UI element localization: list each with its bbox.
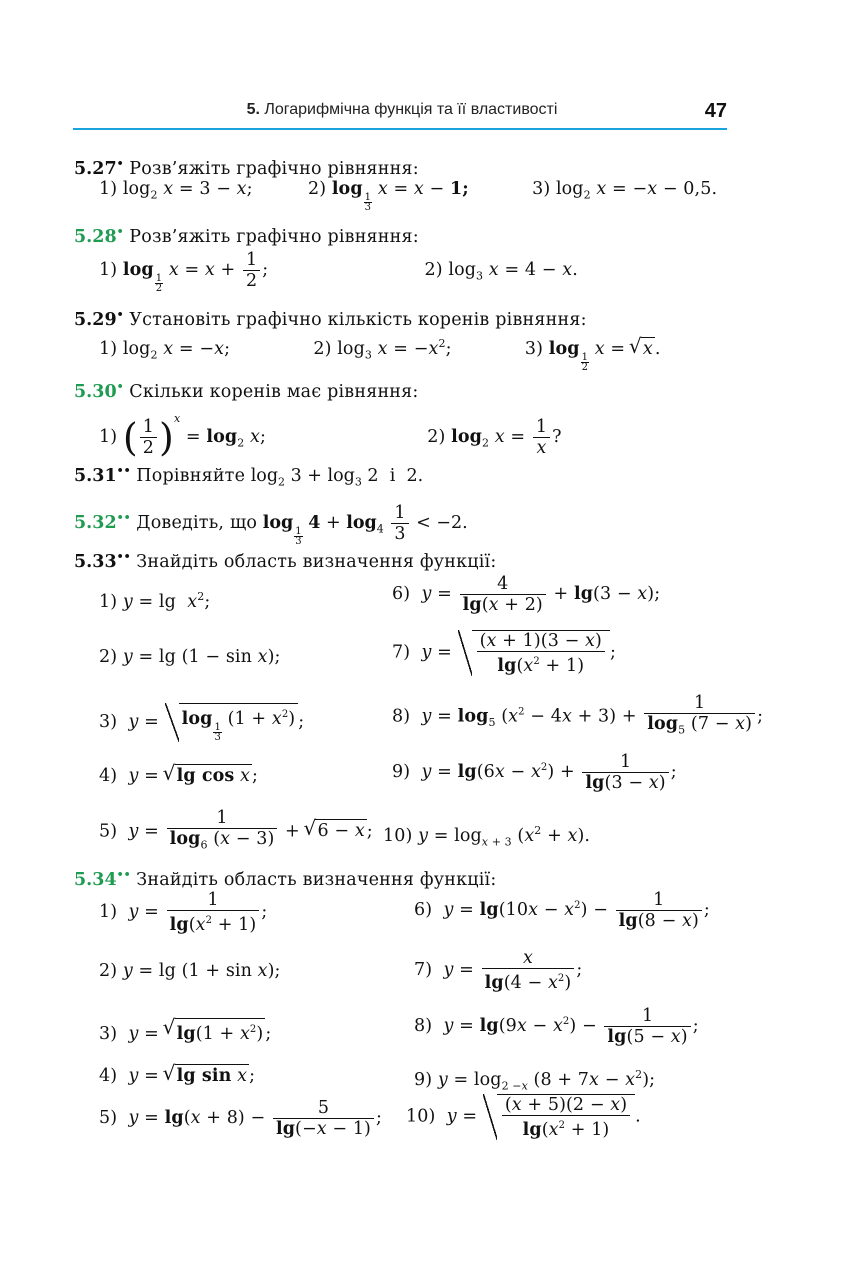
task-5-28-items: 1) log $\frac{1}{2}$ x = x + $\frac{1}{2}$ ; 2) $\log_3 x = 4 - x$. (99, 250, 578, 294)
task-text: Розв’яжіть графічно рівняння: (129, 158, 419, 179)
task-5-34-item-5: 5) y = lg(x + 8) − $\frac{5}{\lg(-x - 1)}$ ; (99, 1098, 382, 1139)
task-5-33-item-10: 10) $y = \log_{x + 3} (x^2 + x)$. (383, 824, 591, 849)
task-5-27-heading: 5.27• Розв’яжіть графічно рівняння: (74, 157, 419, 179)
task-5-34-item-1: 1) y = $\frac{1}{\lg(x^2 + 1)}$ ; (99, 890, 268, 935)
task-5-30-items: 1) ( $\frac{1}{2}$ )$^x = \log_2 x$; 2) $\log_2 x$ = $\frac{1}{x}$ ? (99, 412, 562, 460)
header-rule (73, 128, 727, 130)
task-5-33-item-1: 1) $y = \lg x^2$; (99, 590, 211, 612)
task-5-27-items: 1) $\log_2 x = 3 - x$; 2) log $\frac{1}{3}$ x = x − 1; 3) $\log_2 x = -x - 0,5$. (99, 179, 718, 213)
task-5-30-heading: 5.30• Скільки коренів має рівняння: (74, 380, 419, 402)
task-5-28-heading: 5.28• Розв’яжіть графічно рівняння: (74, 225, 419, 247)
chapter-title: Логарифмічна функція та її властивості (264, 101, 558, 118)
task-5-33-item-5: 5) y = $\frac{1}{\log_6 (x - 3)}$ + √ 6 − x ; (99, 808, 373, 856)
task-number: 5.27 (74, 158, 117, 179)
task-5-34-item-8: 8) $y = \lg(9x - x^2)$ − $\frac{1}{\lg(5 - x)}$ ; (414, 1006, 699, 1047)
task-5-33-item-9: 9) $y = \lg(6x - x^2)$ + $\frac{1}{\lg(3 - x)}$ ; (392, 752, 677, 793)
task-5-34-heading: 5.34•• Знайдіть область визначення функції: (74, 868, 497, 890)
task-5-34-item-4: 4) y = √ lg sin x ; (99, 1064, 255, 1087)
task-5-34-item-9: 9) $y = \log_{2 -x} (8 + 7x - x^2)$; (414, 1068, 656, 1093)
chapter-number: 5. (246, 101, 260, 118)
page-number: 47 (704, 100, 727, 122)
task-5-34-item-10: 10) y = $\frac{(x + 5)(2 - x)}{\lg(x^2 + 1)}$ . (406, 1095, 641, 1140)
task-5-34-item-2: 2) y = lg (1 + sin x); (99, 961, 281, 981)
task-5-34-item-6: 6) $y = \lg(10x - x^2)$ − $\frac{1}{\lg(8 - x)}$ ; (414, 890, 710, 931)
task-5-33-item-6: 6) y = $\frac{4}{\lg(x + 2)}$ + lg(3 − x); (392, 574, 661, 615)
task-5-33-item-2: 2) y = lg (1 − sin x); (99, 647, 281, 667)
task-5-34-item-3: 3) y = √ $\lg(1 + x^2)$ ; (99, 1018, 271, 1045)
task-5-33-item-7: 7) y = $\frac{(x + 1)(3 - x)}{\lg(x^2 + 1)}$ ; (392, 631, 616, 676)
running-header (0, 101, 804, 119)
task-5-33-item-8: 8) $y = \log_5 (x^2 - 4x + 3)$ + $\frac{1}{\log_5 (7 - x)}$ ; (392, 693, 764, 737)
task-5-33-item-3: 3) y = log $\frac{1}{3}$ $(1 + x^2)$ ; (99, 703, 304, 742)
task-5-33-heading: 5.33•• Знайдіть область визначення функції: (74, 550, 497, 572)
task-5-33-item-4: 4) y = √ lg cos x ; (99, 764, 258, 787)
task-5-34-item-7: 7) y = $\frac{x}{\lg(4 - x^2)}$ ; (414, 948, 583, 993)
task-5-29-items: 1) $\log_2 x = -x$; 2) $\log_3 x = -x^2$; 3) log $\frac{1}{2}$ x = √ x . (99, 333, 661, 372)
task-5-29-heading: 5.29• Установіть графічно кількість коренів рівняння: (74, 308, 587, 330)
task-5-32: 5.32•• Доведіть, що log $\frac{1}{3}$ $4 + \log_4$ $\frac{1}{3}$ < −2. (74, 503, 468, 547)
task-5-31: 5.31•• Порівняйте $\log_2 3 + \log_3 2$ і 2. (74, 464, 424, 489)
